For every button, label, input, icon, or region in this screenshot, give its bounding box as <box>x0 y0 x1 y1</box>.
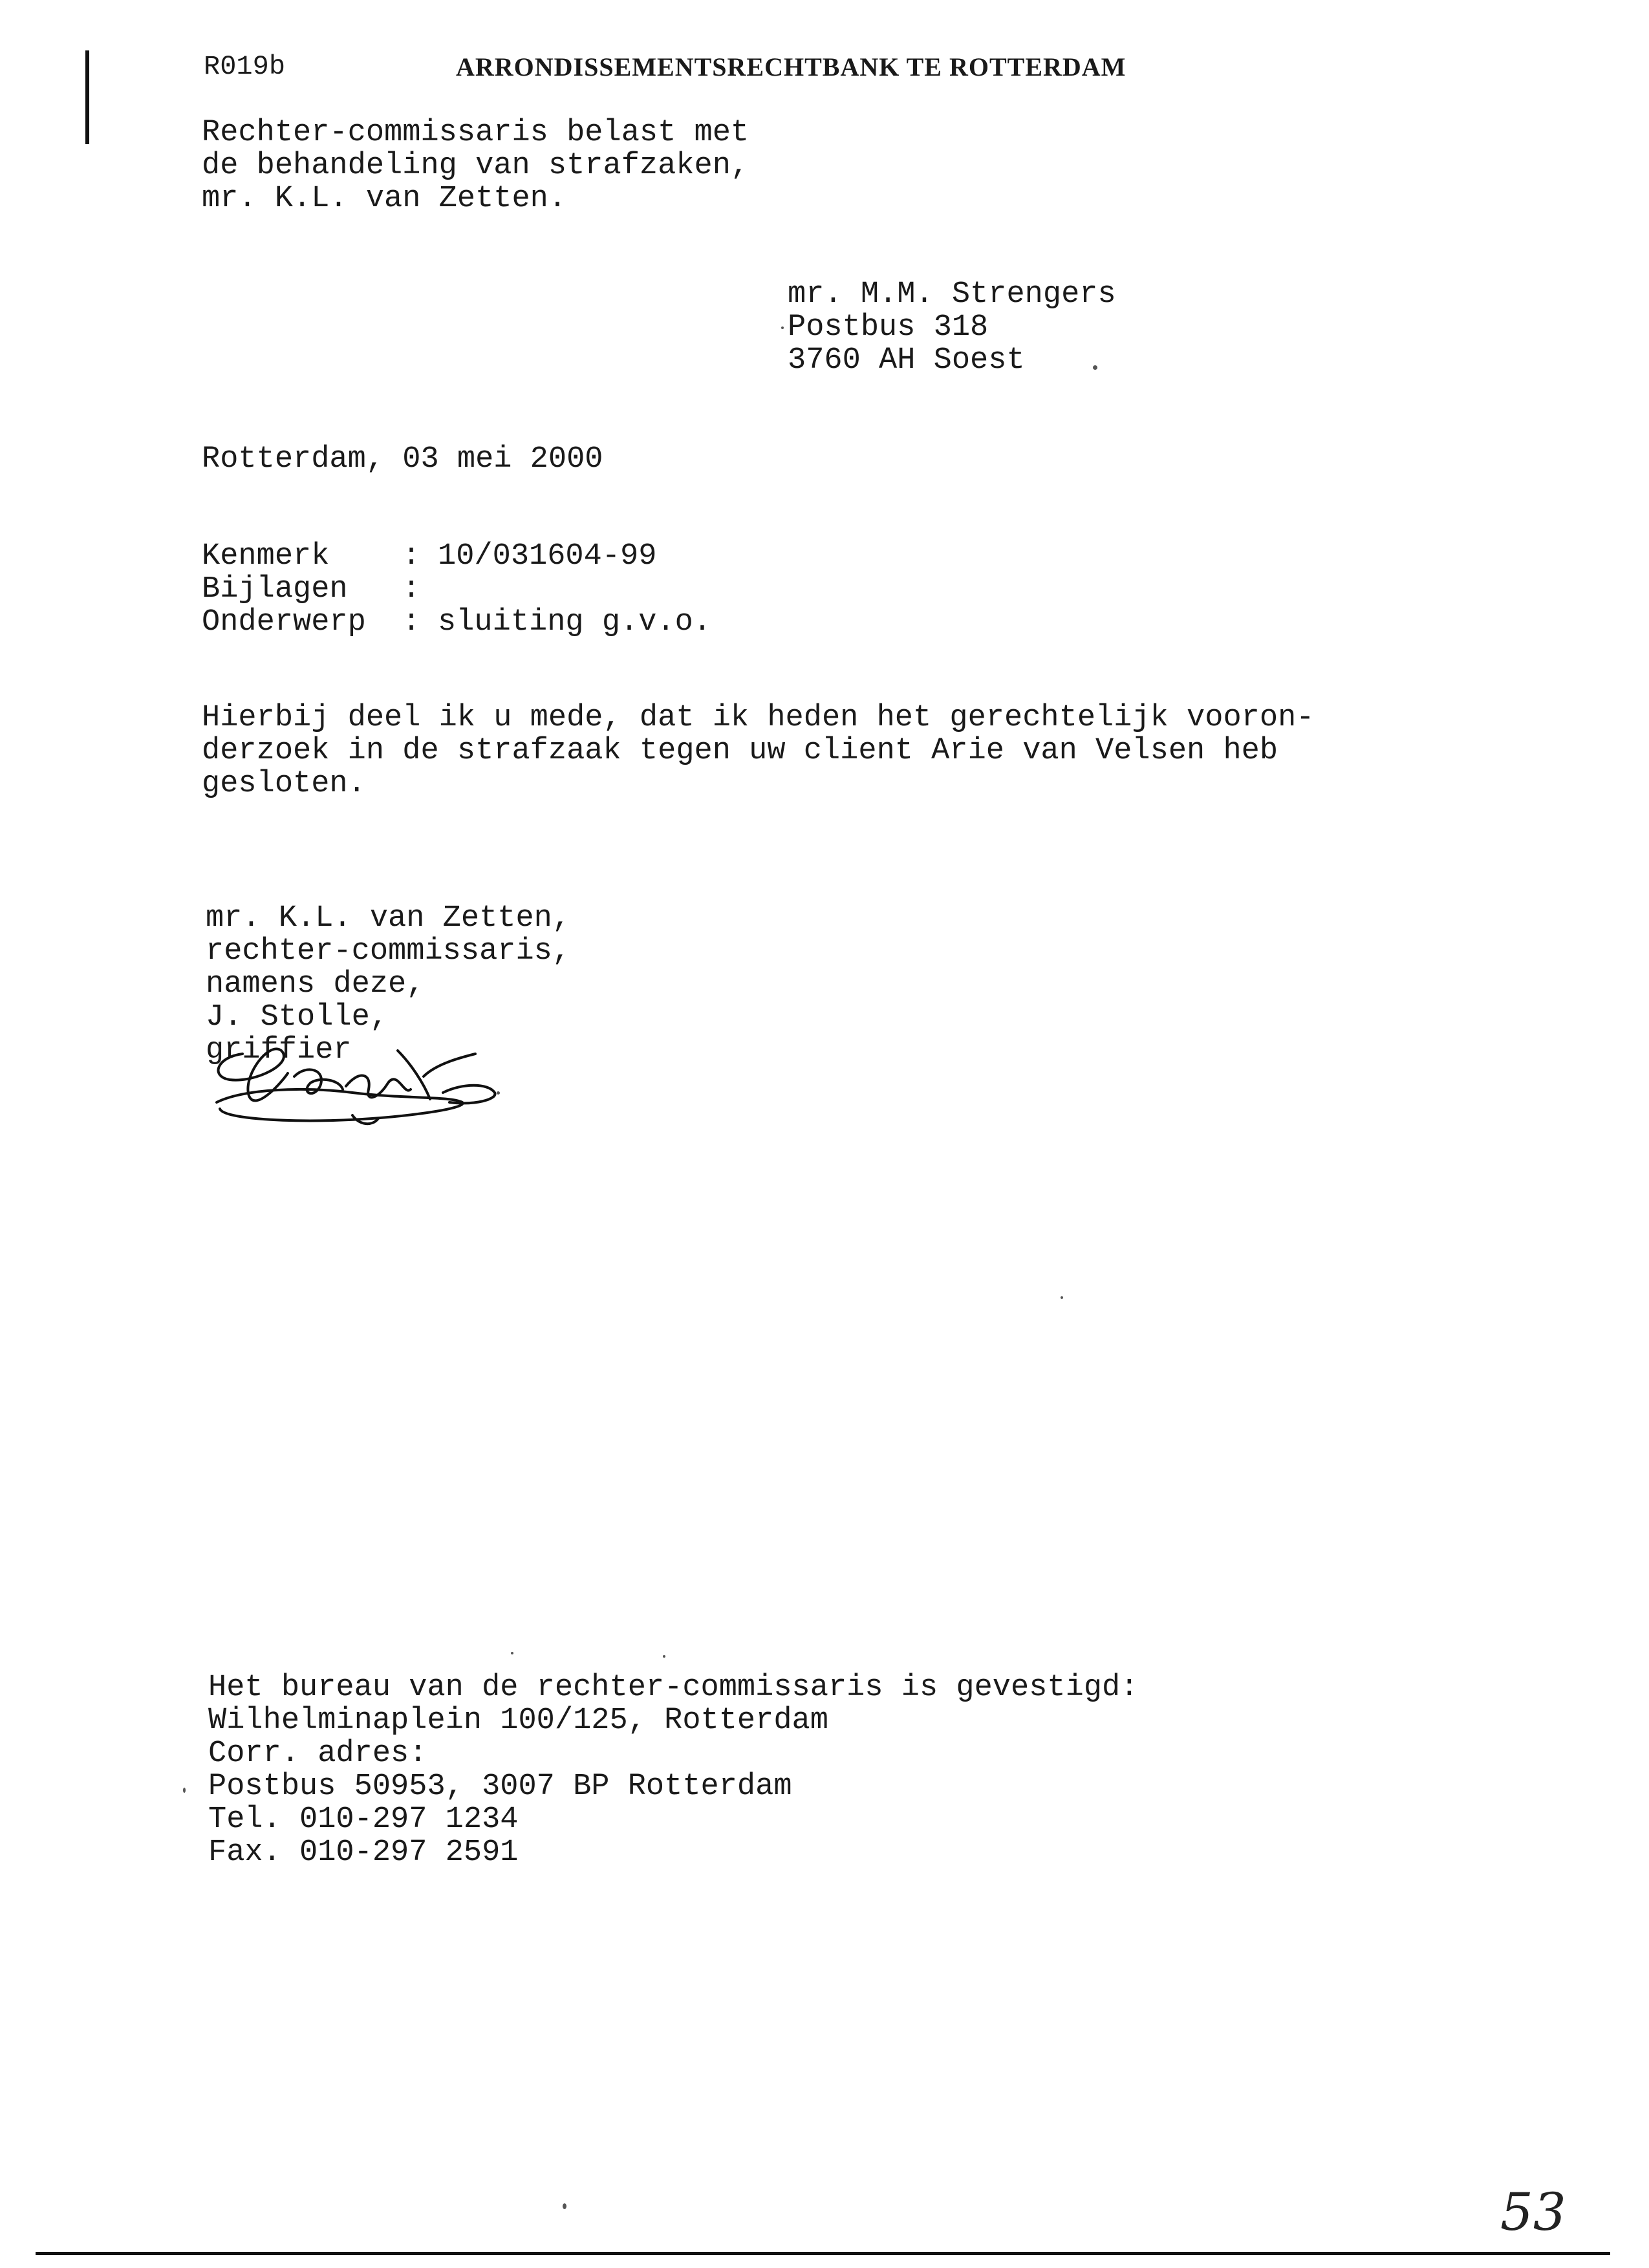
signature-on-behalf: namens deze, <box>206 967 425 1001</box>
scan-speck <box>511 1652 513 1654</box>
bottom-rule <box>36 2252 1610 2255</box>
meta-label: Onderwerp <box>202 605 366 639</box>
page-number: 53 <box>1500 2182 1566 2242</box>
footer-line: Het bureau van de rechter-commissaris is gevestigd: <box>208 1671 1139 1705</box>
sender-line: mr. K.L. van Zetten. <box>202 182 567 216</box>
sender-block <box>202 116 749 215</box>
court-name: ARRONDISSEMENTSRECHTBANK TE ROTTERDAM <box>456 52 1126 81</box>
clerk-title: griffier <box>206 1033 352 1067</box>
body-line: derzoek in de strafzaak tegen uw client Arie van Velsen heb <box>202 734 1278 768</box>
body-line: Hierbij deel ik u mede, dat ik heden het gerechtelijk vooron- <box>202 701 1315 735</box>
signatory-title: rechter-commissaris, <box>206 934 571 968</box>
scan-speck <box>563 2203 566 2209</box>
date-line: Rotterdam, 03 mei 2000 <box>202 442 603 476</box>
margin-bar <box>85 50 89 144</box>
scan-speck <box>1093 365 1097 370</box>
document-code: R019b <box>204 51 286 82</box>
body-paragraph <box>202 701 1314 800</box>
scan-speck <box>781 326 784 329</box>
clerk-name: J. Stolle, <box>206 1000 389 1034</box>
footer-line: Corr. adres: <box>208 1737 427 1771</box>
recipient-block <box>788 278 1116 377</box>
body-line: gesloten. <box>202 767 366 801</box>
meta-separator: : <box>402 539 421 573</box>
meta-label: Kenmerk <box>202 539 366 573</box>
footer-phone: Tel. 010-297 1234 <box>208 1803 519 1837</box>
recipient-city: 3760 AH Soest <box>788 343 1025 378</box>
meta-label: Bijlagen <box>202 572 366 606</box>
scan-speck <box>183 1788 186 1793</box>
footer-line: Wilhelminaplein 100/125, Rotterdam <box>208 1704 828 1738</box>
meta-separator: : <box>402 572 421 606</box>
handwritten-signature <box>204 1038 508 1135</box>
recipient-po-box: Postbus 318 <box>788 310 989 345</box>
scan-speck <box>1061 1296 1063 1299</box>
meta-separator: : <box>402 605 421 639</box>
court-address-footer <box>208 1671 1138 1869</box>
recipient-name: mr. M.M. Strengers <box>788 277 1116 312</box>
meta-value: sluiting g.v.o. <box>438 605 712 639</box>
scan-speck <box>663 1655 665 1658</box>
scan-speck <box>497 1091 500 1095</box>
footer-line: Postbus 50953, 3007 BP Rotterdam <box>208 1770 792 1804</box>
sender-line: Rechter-commissaris belast met <box>202 116 749 150</box>
footer-fax: Fax. 010-297 2591 <box>208 1835 519 1870</box>
sender-line: de behandeling van strafzaken, <box>202 149 749 183</box>
meta-value: 10/031604-99 <box>438 539 657 573</box>
signatory-name: mr. K.L. van Zetten, <box>206 901 571 936</box>
